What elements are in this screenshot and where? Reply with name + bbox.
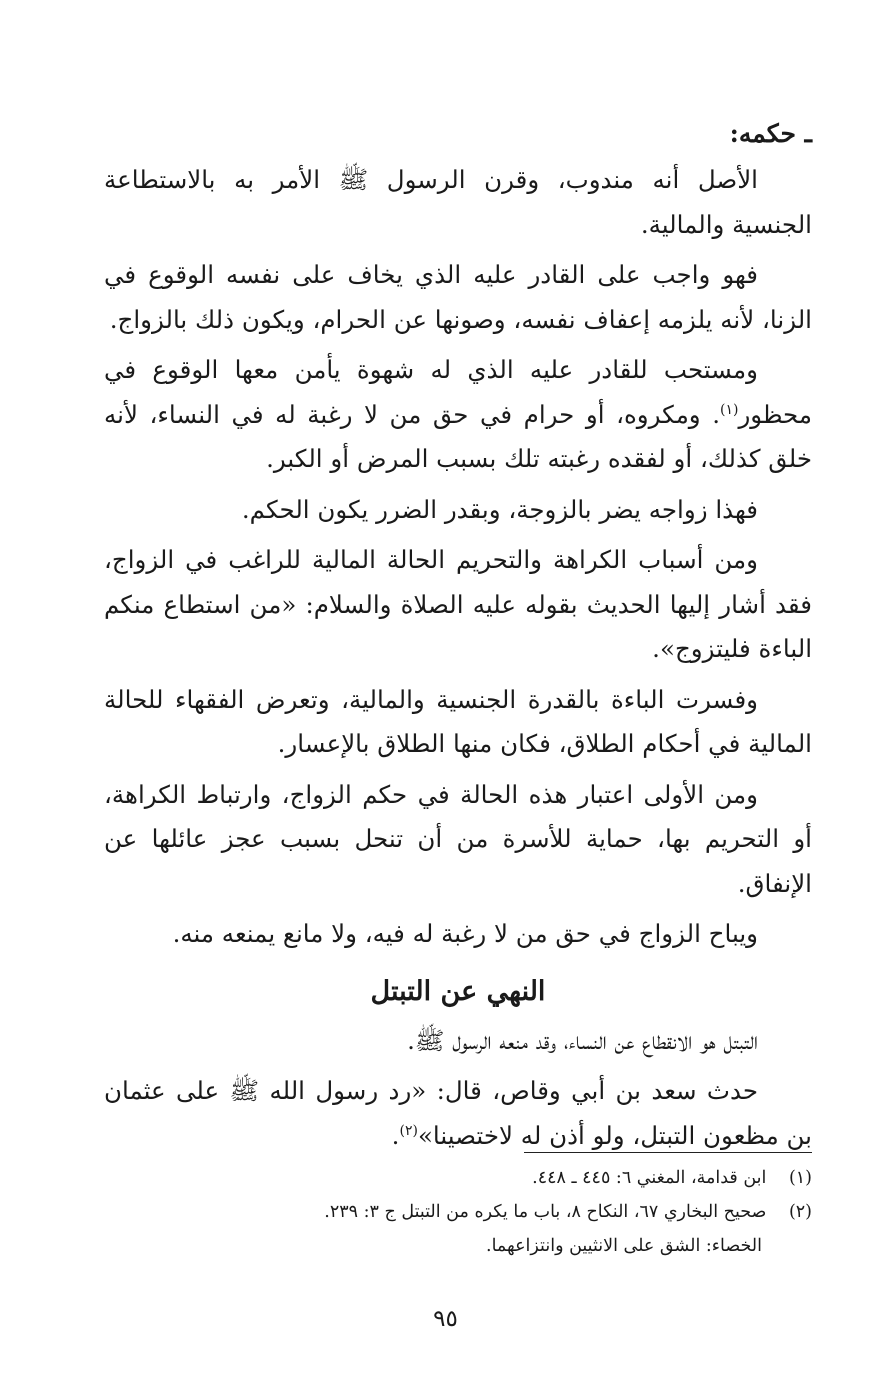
footnote-ref-2[interactable]: (٢) [399, 1122, 418, 1139]
paragraph-tabattul-definition: التبتل هو الانقطاع عن النساء، وقد منعه الرسول ﷺ. [407, 1025, 758, 1055]
paragraph-obligatory: فهو واجب على القادر عليه الذي يخاف على نفسه الوقوع في الزنا، لأنه يلزمه إعفاف نفسه، وصونها عن الحرام، ويكون ذلك بالزواج. [104, 260, 812, 334]
hadith-text: حدث سعد بن أبي وقاص، قال: «رد رسول الله ﷺ على عثمان بن مظعون التبتل، ولو أذن له لاختصينا» [104, 1076, 812, 1150]
paragraph-recommended [104, 348, 812, 482]
paragraph-permissible: ويباح الزواج في حق من لا رغبة له فيه، ولا مانع يمنعه منه. [172, 919, 758, 948]
footnotes [104, 1152, 812, 1263]
footnote-number: (١) [788, 1168, 812, 1188]
paragraph-recommended-before: ومستحب للقادر عليه الذي له شهوة يأمن معها الوقوع في محظور [104, 355, 812, 429]
hadith-end: . [391, 1120, 400, 1150]
page-number: ٩٥ [433, 1306, 458, 1332]
paragraph-priority: ومن الأولى اعتبار هذه الحالة في حكم الزواج، وارتباط الكراهة، أو التحريم بها، حماية للأسرة من أن تنحل بسبب عجز عائلها عن الإنفاق. [104, 779, 812, 898]
footnote-text: ابن قدامة، المغني ٦: ٤٤٥ ـ ٤٤٨. [532, 1168, 767, 1188]
paragraph-baah-explained: وفسرت الباءة بالقدرة الجنسية والمالية، وتعرض الفقهاء للحالة المالية في أحكام الطلاق، فكان منها الطلاق بالإعسار. [104, 684, 812, 758]
footnote-2 [104, 1195, 812, 1229]
footnote-ref-1[interactable]: (١) [720, 401, 739, 418]
paragraph-harm: فهذا زواجه يضر بالزوجة، وبقدر الضرر يكون الحكم. [241, 494, 758, 524]
footnote-number: (٢) [788, 1202, 812, 1222]
paragraph-ruling-origin: الأصل أنه مندوب، وقرن الرسول ﷺ الأمر به بالاستطاعة الجنسية والمالية. [104, 165, 812, 239]
paragraph-recommended-after: . ومكروه، أو حرام في حق من لا رغبة له في النساء، لأنه خلق كذلك، أو لفقده رغبته تلك بسبب المرض أو الكبر. [104, 399, 812, 473]
ruling-subheading: ـ حكمه: [729, 119, 812, 148]
page-body [104, 112, 812, 1164]
footnote-text: صحيح البخاري ٦٧، النكاح ٨، باب ما يكره من التبتل ج ٣: ٢٣٩. [324, 1202, 767, 1222]
footnote-2-continuation: الخصاء: الشق على الانثيين وانتزاعهما. [486, 1236, 762, 1256]
paragraph-hadith [104, 1069, 812, 1158]
paragraph-financial-causes: ومن أسباب الكراهة والتحريم الحالة المالية للراغب في الزواج، فقد أشار إليها الحديث بقوله عليه الصلاة والسلام: «من استطاع منكم الباءة فليتزوج». [104, 545, 812, 663]
footnote-divider [524, 1152, 812, 1153]
footnote-1 [104, 1161, 812, 1195]
section-title: النهي عن التبتل [370, 975, 546, 1007]
